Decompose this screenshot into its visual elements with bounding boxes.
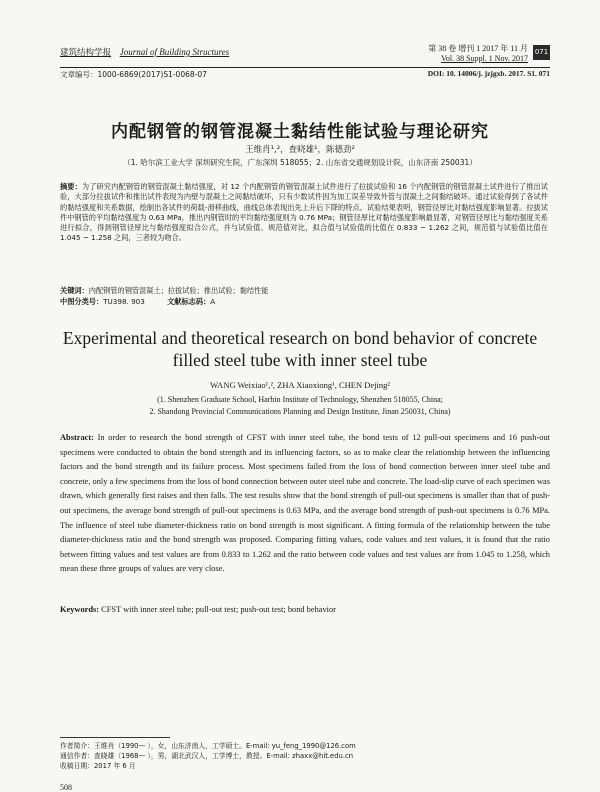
title-en xyxy=(0,327,600,371)
keywords-cn-text: 内配钢管的钢管混凝土；拉拔试验；推出试验；黏结性能 xyxy=(88,286,269,295)
abstract-cn xyxy=(60,182,548,244)
running-header xyxy=(60,44,550,66)
keywords-en-text: CFST with inner steel tube; pull-out test; push-out test; bond behavior xyxy=(99,605,336,614)
footnote-rule xyxy=(60,737,170,738)
abstract-en-label: Abstract: xyxy=(60,433,94,442)
abstract-en-text: In order to research the bond strength of CFST with inner steel tube, the bond tests of 12 pull-out specimens and 16 push-out specimens were conducted to obtain the bond strength and its influencing factors, so as to make clear the relationship between the influencing factors and the bond strength and its failure process. Most specimens failed from the loss of bond connection between inner steel tube and concrete, only a few specimens from the loss of bond connection between outer steel tube and concrete. The load-slip curve of each specimen was drawn, which generally first raises and then falls. The test results show that the bond strength of pull-out specimens is smaller than that of push-out specimens, the average bond strength of pull-out specimens is 0.63 MPa, and the average bond strength of push-out specimens is 0.76 MPa. The influence of steel tube diameter-thickness ratio on bond strength is most significant. A fitting formula of the relationship between the tube diameter-thickness ratio and the bond strength was proposed. Comparing fitting values, code values and test values, it is found that the ratio between fitting values and test values are from 0.833 to 1.262 and the ratio between code values and test values are from 1.045 to 1.258, which mean these three groups of values are very close. xyxy=(60,433,550,574)
journal-name xyxy=(60,46,229,58)
class-number: TU398. 903 xyxy=(103,297,145,306)
classification-cn xyxy=(60,297,548,307)
title-en-line-1: Experimental and theoretical research on bond behavior of concrete xyxy=(62,328,538,348)
article-number: 文章编号：1000-6869(2017)S1-0068-07 xyxy=(60,70,207,79)
affiliations-en xyxy=(0,394,600,418)
abstract-cn-label: 摘要： xyxy=(60,182,82,191)
affiliation-en-2: 2. Shandong Provincial Communications Planning and Design Institute, Jinan 250031, China) xyxy=(149,407,451,416)
footnotes xyxy=(60,741,540,771)
footnote-author: 作者简介：王维肖（1990— ），女，山东济南人，工学硕士。E-mail: yu_feng_1990@126.com xyxy=(60,742,356,750)
title-cn: 内配钢管的钢管混凝土黏结性能试验与理论研究 xyxy=(111,122,489,142)
volume-cn: 第 38 卷 增刊 1 2017 年 11 月 xyxy=(428,44,528,53)
page-badge: 071 xyxy=(533,45,550,60)
page-number: 508 xyxy=(60,783,72,792)
keywords-cn-label: 关键词： xyxy=(60,286,89,295)
doi: DOI: 10. 14006/j. jzjgxb. 2017. S1. 071 xyxy=(427,69,550,78)
footnote-received: 收稿日期：2017 年 6 月 xyxy=(60,762,136,770)
keywords-en-label: Keywords: xyxy=(60,605,100,614)
affiliations-cn: （1. 哈尔滨工业大学 深圳研究生院，广东深圳 518055；2. 山东省交通规划设计院，山东济南 250031） xyxy=(123,158,477,167)
footnote-corresponding: 通信作者：査晓雄（1968— ），男，湖北武汉人，工学博士，教授。E-mail: zhaxx@hit.edu.cn xyxy=(60,752,354,760)
doc-code-label: 文献标志码： xyxy=(167,297,211,306)
volume-info xyxy=(428,44,528,64)
journal-name-en: Journal of Building Structures xyxy=(119,47,230,57)
affiliation-en-1: (1. Shenzhen Graduate School, Harbin Institute of Technology, Shenzhen 518055, China; xyxy=(157,395,443,404)
title-en-line-2: filled steel tube with inner steel tube xyxy=(172,350,428,370)
keywords-en xyxy=(60,605,550,614)
abstract-cn-text: 为了研究内配钢管的钢管混凝土黏结强度，对 12 个内配钢管的钢管混凝土试件进行了拉拔试验和 16 个内配钢管的钢管混凝土试件进行了推出试验，大部分拉拔试件和推出试件表现为内壁与混凝土之间黏结破坏，只有少数试件因为加工误差导致外管与混凝土之间黏结破坏。通过试验得到了各试件的黏结强度和关系数据，绘制出各试件的荷载-滑移曲线，曲线总体表现出先上升后下降的特点。试验结果表明，钢管径厚比对黏结强度影响显著。拉拔试件中钢管的平均黏结强度为 0.63 MPa，推出内钢管时的平均黏结强度则为 0.76 MPa；钢管径厚比对黏结强度影响最显著，对钢管径厚比与黏结强度关系进行拟合，得到钢管径厚比与黏结强度拟合公式，并与试验值、规范值对比，拟合值与试验值的比值在 0.833 ~ 1.262 之间，规范值与试验值比值在 1.045 ~ 1.258 之间，三者较为吻合。 xyxy=(60,182,548,243)
doc-code: A xyxy=(210,297,216,306)
abstract-en xyxy=(60,431,550,577)
article-meta xyxy=(60,68,550,80)
class-label: 中图分类号： xyxy=(60,297,104,306)
authors-en: WANG Weixiao¹,², ZHA Xiaoxiong¹, CHEN Dejing² xyxy=(210,380,390,390)
keywords-cn xyxy=(60,286,548,296)
journal-name-cn: 建筑结构学报 xyxy=(60,48,112,58)
authors-cn: 王维肖¹,²，査晓雄¹，陈德劲² xyxy=(245,145,355,155)
volume-en: Vol. 38 Suppl. 1 Nov. 2017 xyxy=(441,54,528,63)
